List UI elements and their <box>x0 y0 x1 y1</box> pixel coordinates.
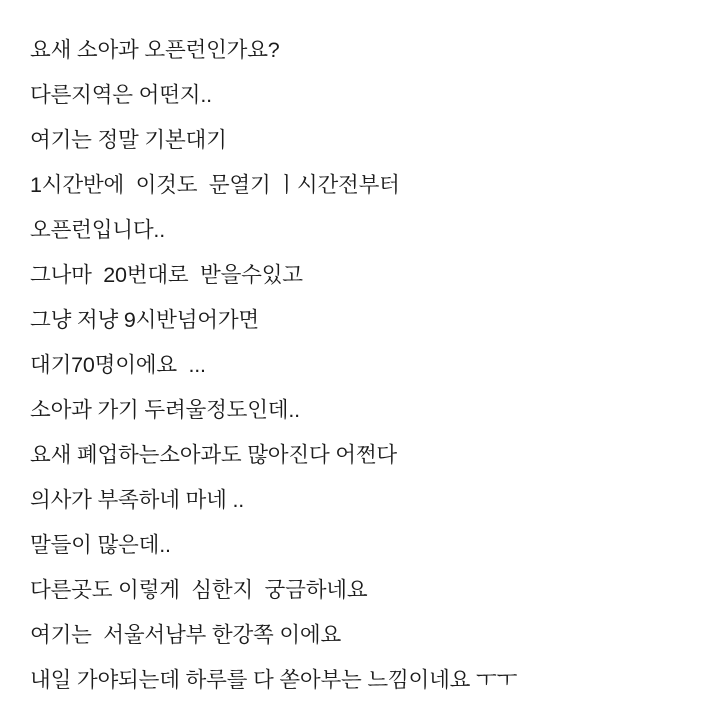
post-line: 소아과 가기 두려울정도인데.. <box>30 398 300 422</box>
post-line: 1시간반에 이것도 문열기 ㅣ시간전부터 <box>30 173 400 197</box>
post-line: 대기70명이에요 ... <box>30 353 206 377</box>
post-line: 오픈런입니다.. <box>30 218 165 242</box>
post-line: 그나마 20번대로 받을수있고 <box>30 263 303 287</box>
post-line: 다른지역은 어떤지.. <box>30 83 212 107</box>
post-line: 다른곳도 이렇게 심한지 궁금하네요 <box>30 578 368 602</box>
post-line: 요새 폐업하는소아과도 많아진다 어쩐다 <box>30 443 397 467</box>
post-line: 여기는 정말 기본대기 <box>30 128 227 152</box>
post-line-clipped: 내일 가야되는데 하루를 다 쏟아부는 느낌이네요 ㅜㅜ <box>30 668 518 692</box>
post-line: 여기는 서울서남부 한강쪽 이에요 <box>30 623 342 647</box>
post-line: 의사가 부족하네 마네 .. <box>30 488 244 512</box>
post-line: 그냥 저냥 9시반넘어가면 <box>30 308 259 332</box>
post-line: 요새 소아과 오픈런인가요? <box>30 38 280 62</box>
post-line: 말들이 많은데.. <box>30 533 171 557</box>
